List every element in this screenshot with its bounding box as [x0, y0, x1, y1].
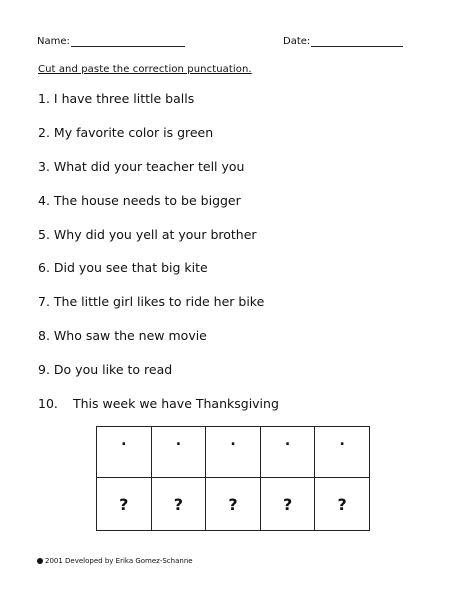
item-number: 4.: [38, 192, 50, 208]
footer: [37, 557, 193, 565]
item-number: 9.: [38, 362, 50, 378]
question-mark-cell[interactable]: ?: [206, 478, 261, 531]
period-cell[interactable]: .: [151, 427, 206, 478]
list-item: [38, 123, 279, 157]
item-text: Did you see that big kite: [53, 260, 208, 276]
item-text: The house needs to be bigger: [53, 192, 241, 208]
list-item: [38, 89, 279, 123]
item-number: 8.: [38, 328, 50, 344]
item-number: 10.: [38, 396, 58, 412]
list-item: [38, 292, 279, 326]
period-cell[interactable]: .: [206, 427, 261, 478]
sentence-list: [38, 89, 279, 428]
period-cell[interactable]: .: [97, 427, 152, 478]
list-item: [38, 157, 279, 191]
item-text: Who saw the new movie: [53, 328, 207, 344]
question-mark-cell[interactable]: ?: [97, 478, 152, 531]
date-blank-line: [311, 36, 403, 47]
item-number: 3.: [38, 158, 50, 174]
item-text: My favorite color is green: [53, 124, 214, 140]
item-text: I have three little balls: [53, 91, 195, 106]
punctuation-table: [96, 426, 370, 531]
list-item: [38, 326, 279, 360]
instruction-text: Cut and paste the correction punctuation.: [38, 64, 252, 75]
item-text: What did your teacher tell you: [53, 158, 245, 174]
date-field: [283, 36, 403, 47]
period-row: [97, 427, 370, 478]
list-item: [38, 191, 279, 225]
item-text: Why did you yell at your brother: [53, 226, 257, 242]
header-row: [37, 36, 400, 52]
item-text: The little girl likes to ride her bike: [53, 294, 265, 310]
name-label: Name:: [37, 36, 70, 47]
period-cell[interactable]: .: [315, 427, 370, 478]
question-mark-row: [97, 478, 370, 531]
list-item: [38, 225, 279, 259]
question-mark-cell[interactable]: ?: [315, 478, 370, 531]
period-cell[interactable]: .: [260, 427, 315, 478]
copyright-icon: [37, 558, 43, 564]
item-number: 6.: [38, 260, 50, 276]
item-text: Do you like to read: [53, 362, 173, 378]
list-item: [38, 360, 279, 394]
question-mark-cell[interactable]: ?: [151, 478, 206, 531]
item-number: 2.: [38, 124, 50, 140]
name-field: [37, 36, 185, 47]
question-mark-cell[interactable]: ?: [260, 478, 315, 531]
date-label: Date:: [283, 36, 311, 47]
item-text: This week we have Thanksgiving: [73, 396, 279, 412]
footer-text: 2001 Developed by Erika Gomez-Schanne: [45, 557, 193, 565]
item-number: 5.: [38, 226, 50, 242]
item-number: 7.: [38, 294, 50, 310]
name-blank-line: [71, 36, 185, 47]
list-item: [38, 258, 279, 292]
item-number: 1.: [38, 91, 50, 106]
list-item: [38, 394, 279, 428]
